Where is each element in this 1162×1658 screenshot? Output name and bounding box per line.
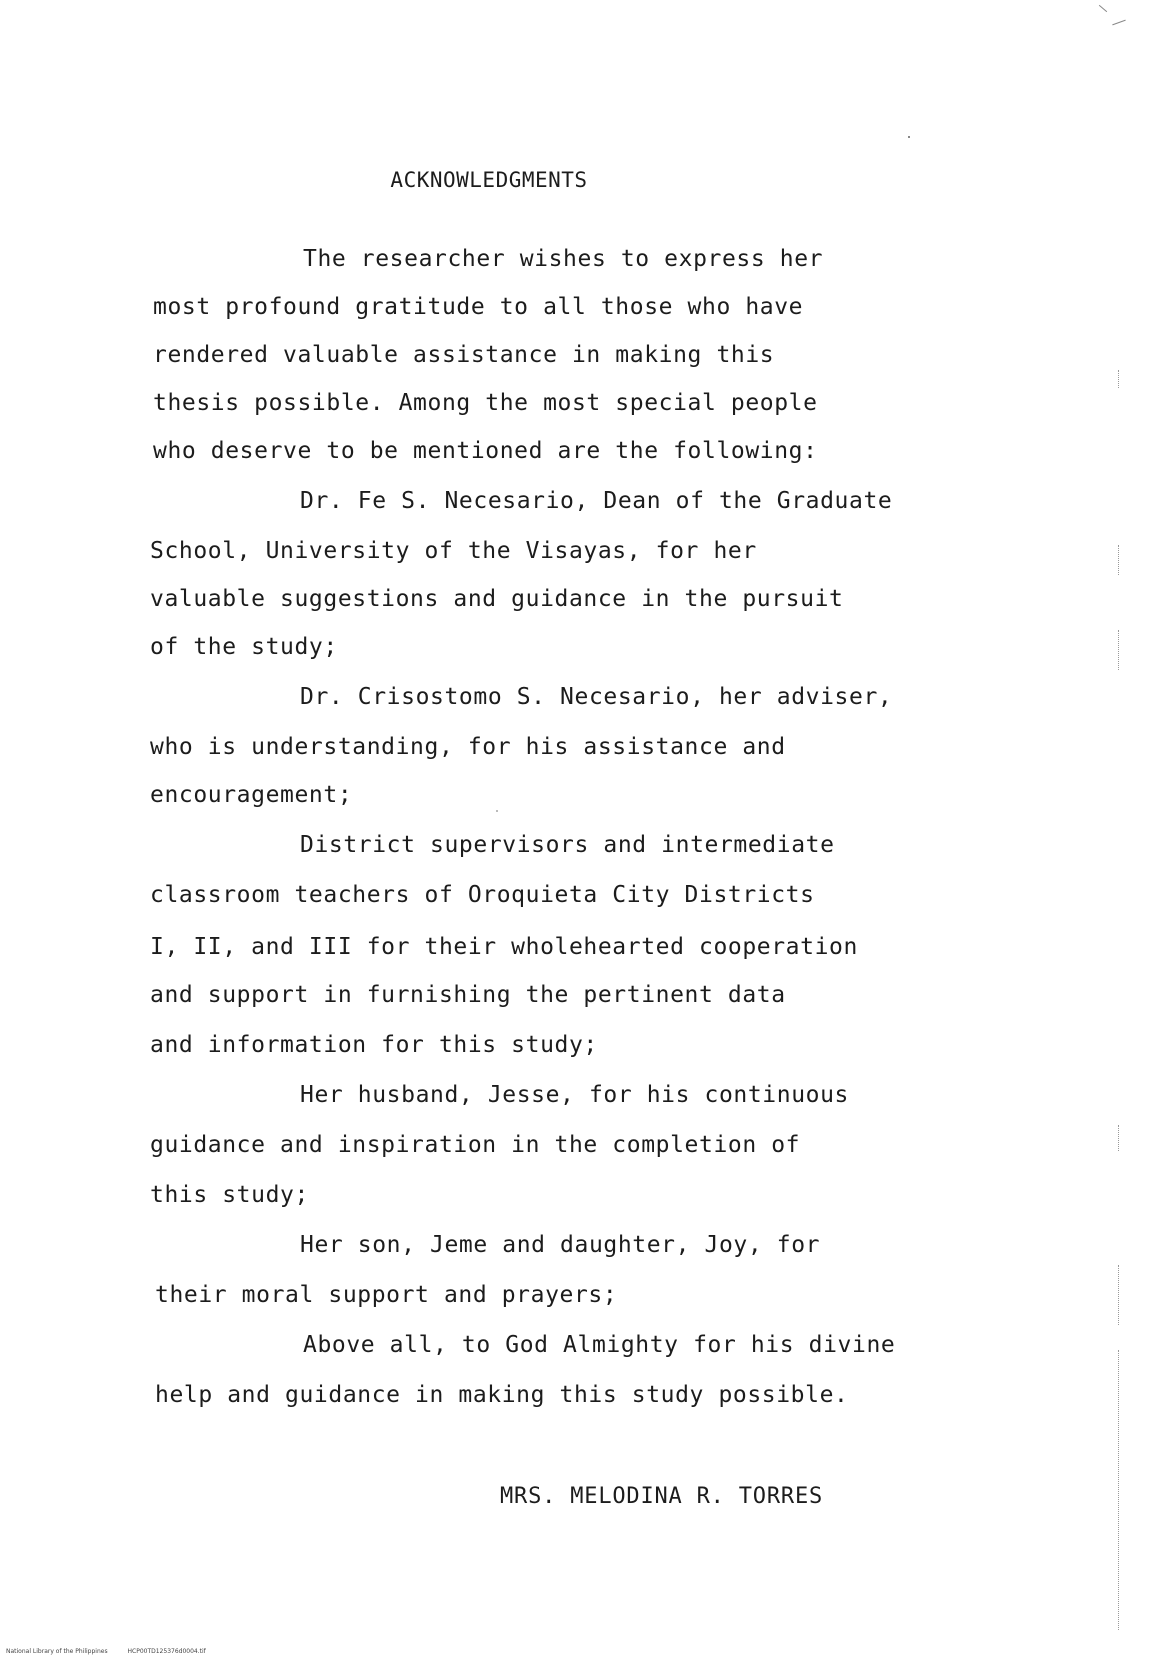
scan-footer [6,1648,224,1655]
text-line: Dr. Crisostomo S. Necesario, her adviser, [300,684,893,710]
text-line: The researcher wishes to express her [303,246,824,272]
text-line: School, University of the Visayas, for her [150,538,757,564]
text-line: and information for this study; [150,1032,598,1058]
signature: MRS. MELODINA R. TORRES [500,1484,824,1509]
text-line: classroom teachers of Oroquieta City Districts [150,882,815,908]
footer-code: HCP00TD125376d0004.tif [127,1648,206,1655]
text-line: guidance and inspiration in the completion of [150,1132,801,1158]
text-line: thesis possible. Among the most special people [153,390,818,416]
text-line: their moral support and prayers; [155,1282,618,1308]
scan-speck [1112,20,1125,26]
text-line: encouragement; [150,782,353,808]
text-line: rendered valuable assistance in making this [153,342,775,368]
text-line: this study; [150,1182,309,1208]
scan-speck [496,810,498,812]
text-line: most profound gratitude to all those who have [153,294,804,320]
text-line: I, II, and III for their wholehearted cooperation [150,934,858,960]
text-line: Dr. Fe S. Necesario, Dean of the Graduate [300,488,893,514]
text-line: District supervisors and intermediate [300,832,835,858]
text-line: of the study; [150,634,338,660]
edge-mark [1118,1265,1120,1325]
edge-mark [1118,370,1120,388]
text-line: help and guidance in making this study possible. [155,1382,849,1408]
edge-mark [1118,630,1120,670]
text-line: valuable suggestions and guidance in the pursuit [150,586,844,612]
edge-mark [1118,545,1120,575]
scan-speck [908,136,910,138]
text-line: who is understanding, for his assistance and [150,734,786,760]
text-line: Her husband, Jesse, for his continuous [300,1082,849,1108]
page-title: ACKNOWLEDGMENTS [390,168,588,192]
text-line: Above all, to God Almighty for his divine [303,1332,896,1358]
text-line: and support in furnishing the pertinent data [150,982,786,1008]
edge-mark [1118,1125,1120,1151]
text-line: who deserve to be mentioned are the following: [153,438,818,464]
edge-mark [1118,1350,1120,1630]
text-line: Her son, Jeme and daughter, Joy, for [300,1232,821,1258]
footer-library: National Library of the Philippines [6,1648,108,1655]
scan-speck [1099,5,1107,12]
